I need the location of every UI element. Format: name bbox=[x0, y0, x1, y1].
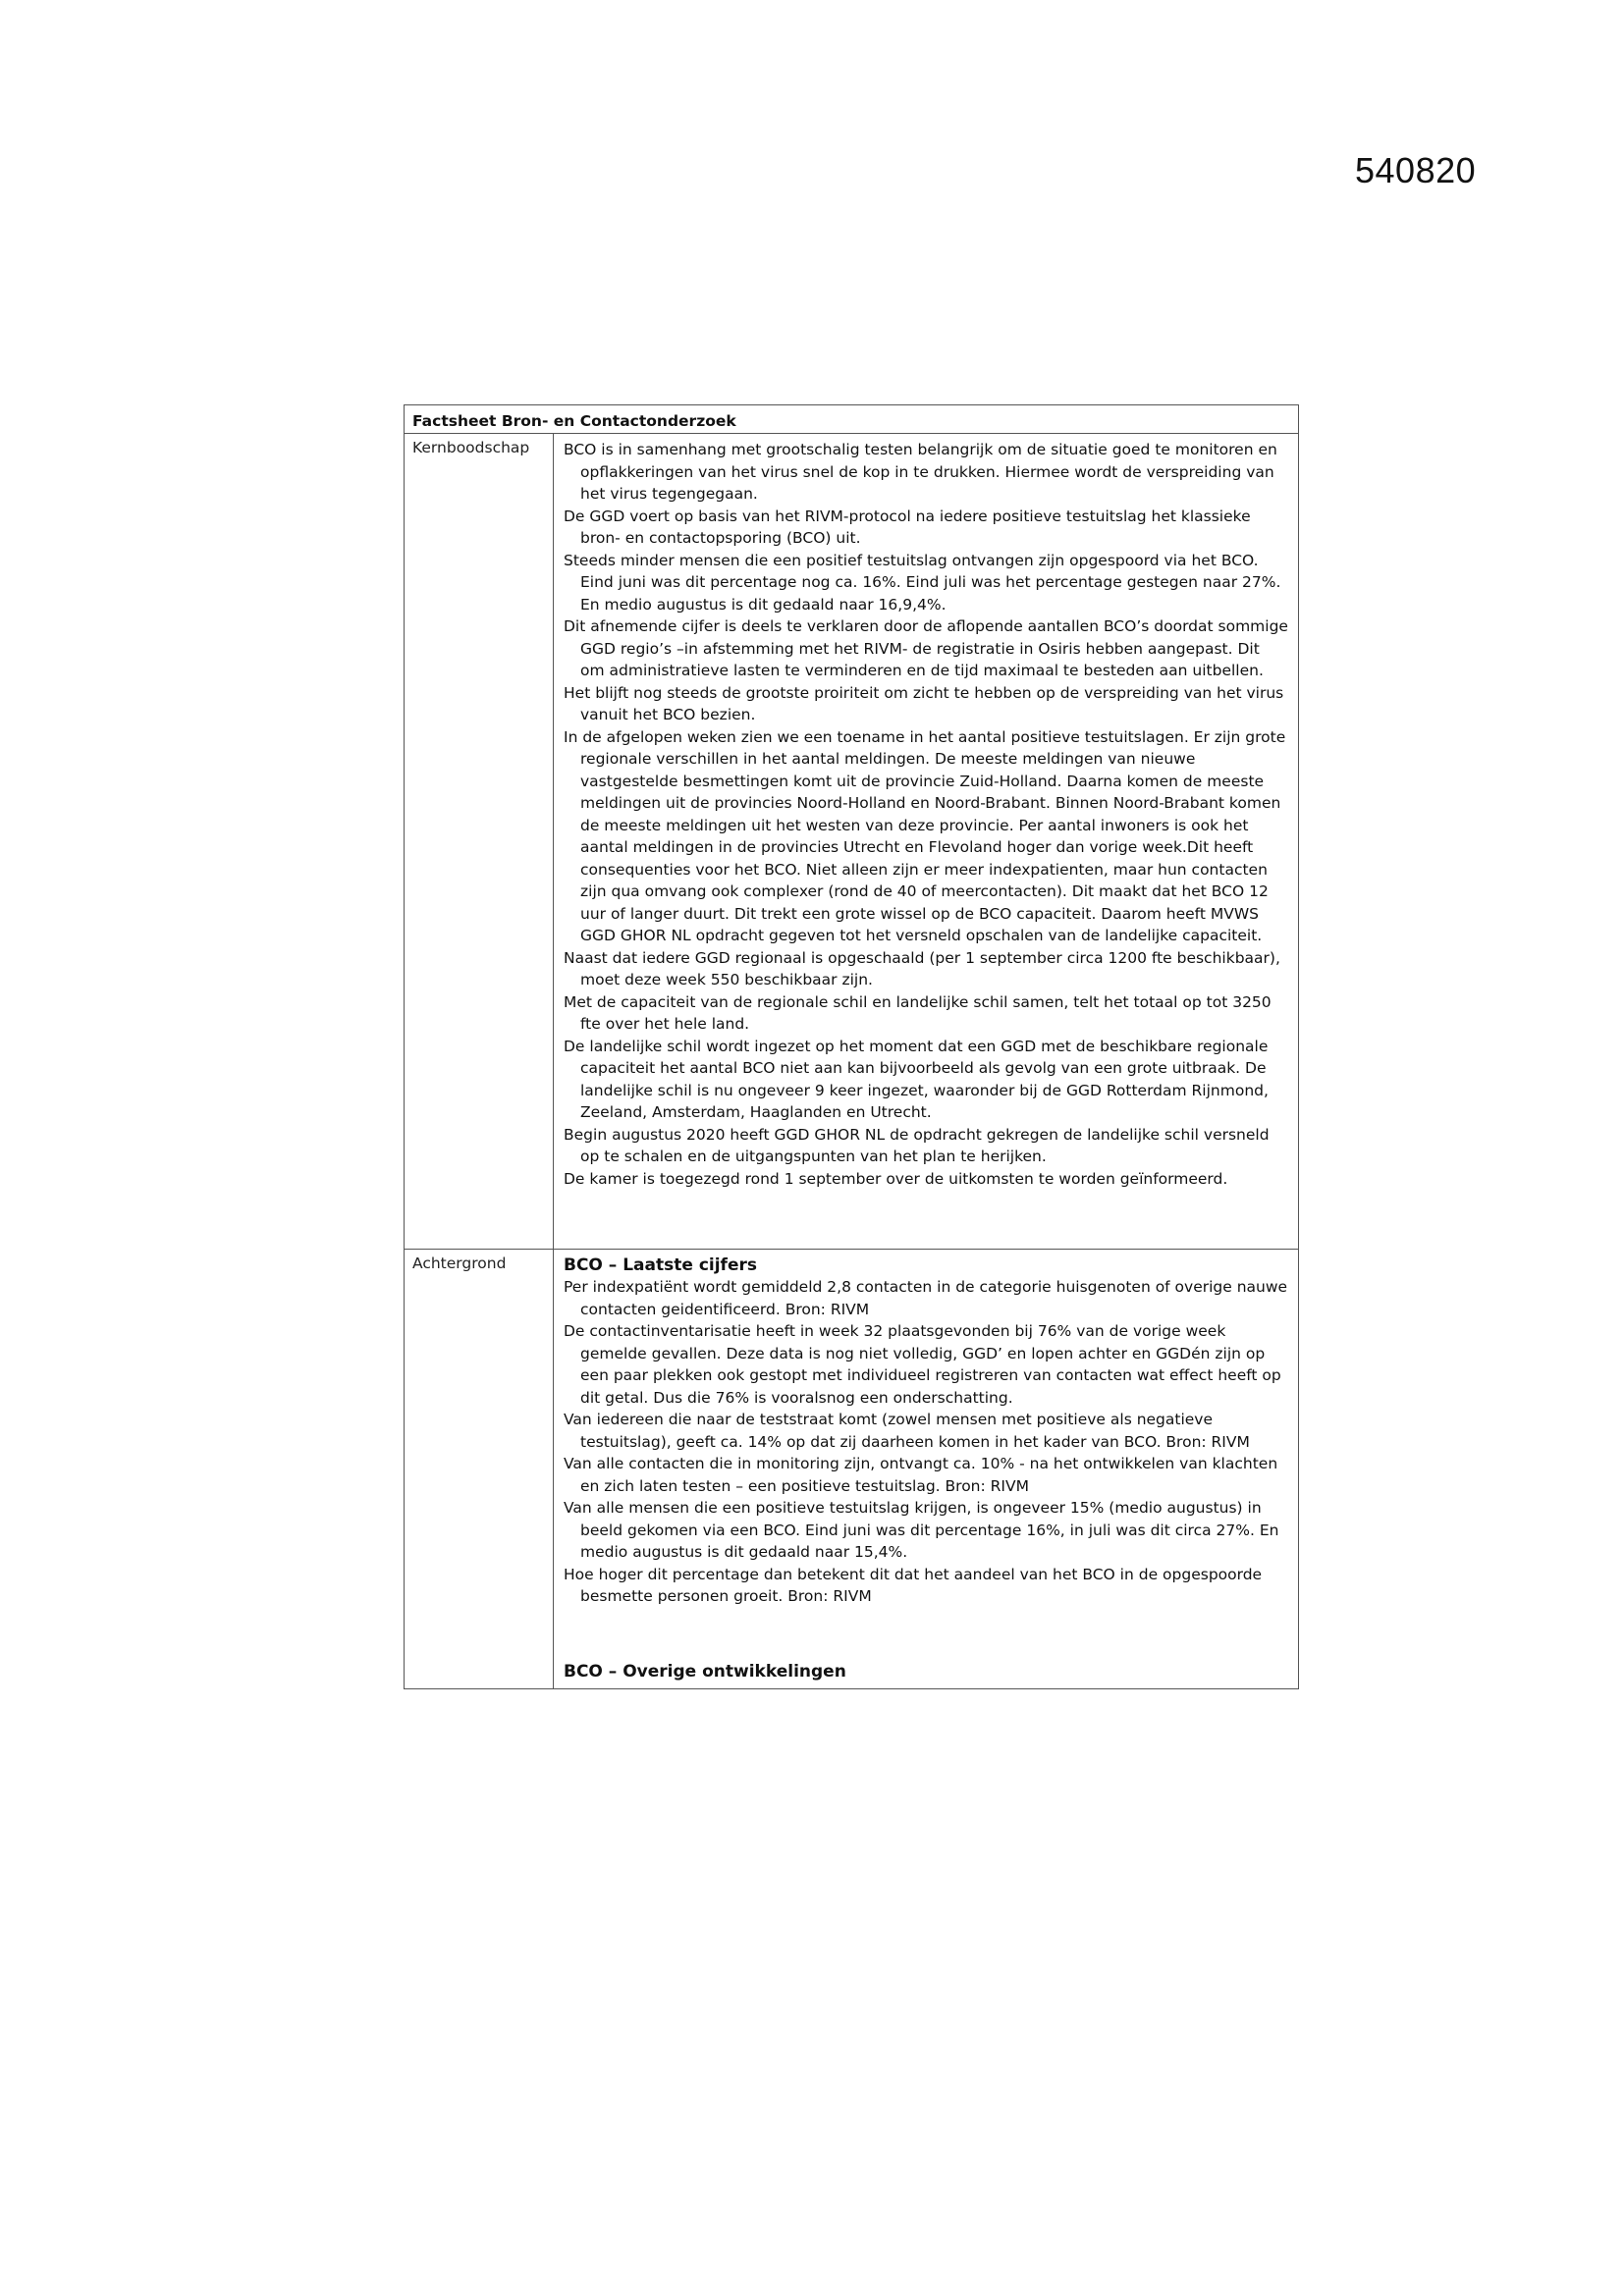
paragraph: De GGD voert op basis van het RIVM-protocol na iedere positieve testuitslag het klassieke bron- en contactopsporing (BCO) uit. bbox=[564, 507, 1251, 547]
row-label-achtergrond: Achtergrond bbox=[405, 1250, 554, 1689]
paragraph: Per indexpatiënt wordt gemiddeld 2,8 contacten in de categorie huisgenoten of overige nauwe contacten geidentificeerd. Bron: RIVM bbox=[564, 1278, 1288, 1318]
table-row-kernboodschap bbox=[405, 434, 1299, 1250]
table-row-achtergrond bbox=[405, 1250, 1299, 1689]
factsheet-title-row bbox=[405, 405, 1299, 434]
paragraph: BCO is in samenhang met grootschalig testen belangrijk om de situatie goed te monitoren en opflakkeringen van het virus snel de kop in te drukken. Hiermee wordt de verspreiding van het virus tegengegaan. bbox=[564, 441, 1277, 503]
paragraph: De contactinventarisatie heeft in week 32 plaatsgevonden bij 76% van de vorige week gemelde gevallen. Deze data is nog niet volledig, GGD’ en lopen achter en GGDén zijn op een paar plekken ook gestopt met individueel registreren van contacten wat effect heeft op dit getal. Dus die 76% is vooralsnog een onderschatting. bbox=[564, 1322, 1281, 1407]
paragraph: In de afgelopen weken zien we een toename in het aantal positieve testuitslagen. Er zijn grote regionale verschillen in het aantal meldingen. De meeste meldingen van nieuwe vastgestelde besmettingen komt uit de provincie Zuid-Holland. Daarna komen de meeste meldingen uit de provincies Noord-Holland en Noord-Brabant. Binnen Noord-Brabant komen de meeste meldingen uit het westen van deze provincie. Per aantal inwoners is ook het aantal meldingen in de provincies Utrecht en Flevoland hoger dan vorige week.Dit heeft consequenties voor het BCO. Niet alleen zijn er meer indexpatienten, maar hun contacten zijn qua omvang ook complexer (rond de 40 of meercontacten). Dit maakt dat het BCO 12 uur of langer duurt. Dit trekt een grote wissel op de BCO capaciteit. Daarom heeft MVWS GGD GHOR NL opdracht gegeven tot het versneld opschalen van de landelijke capaciteit. bbox=[564, 727, 1286, 944]
factsheet-title: Factsheet Bron- en Contactonderzoek bbox=[405, 405, 1299, 434]
paragraph: Van iedereen die naar de teststraat komt (zowel mensen met positieve als negatieve testuitslag), geeft ca. 14% op dat zij daarheen komen in het kader van BCO. Bron: RIVM bbox=[564, 1411, 1250, 1451]
row-content-achtergrond bbox=[554, 1250, 1299, 1689]
paragraph: Begin augustus 2020 heeft GGD GHOR NL de opdracht gekregen de landelijke schil versneld op te schalen en de uitgangspunten van het plan te herijken. bbox=[564, 1125, 1270, 1165]
paragraph: Het blijft nog steeds de grootste proiriteit om zicht te hebben op de verspreiding van het virus vanuit het BCO bezien. bbox=[564, 683, 1284, 723]
paragraph: De landelijke schil wordt ingezet op het moment dat een GGD met de beschikbare regionale capaciteit het aantal BCO niet aan kan bijvoorbeeld als gevolg van een grote uitbraak. De landelijke schil is nu ongeveer 9 keer ingezet, waaronder bij de GGD Rotterdam Rijnmond, Zeeland, Amsterdam, Haaglanden en Utrecht. bbox=[564, 1037, 1269, 1121]
paragraph: Naast dat iedere GGD regionaal is opgeschaald (per 1 september circa 1200 fte beschikbaar), moet deze week 550 beschikbaar zijn. bbox=[564, 948, 1280, 988]
factsheet-table bbox=[404, 404, 1299, 1689]
paragraph: Van alle contacten die in monitoring zijn, ontvangt ca. 10% - na het ontwikkelen van klachten en zich laten testen – een positieve testuitslag. Bron: RIVM bbox=[564, 1455, 1278, 1495]
paragraph: Met de capaciteit van de regionale schil en landelijke schil samen, telt het totaal op tot 3250 fte over het hele land. bbox=[564, 992, 1272, 1033]
paragraph: Dit afnemende cijfer is deels te verklaren door de aflopende aantallen BCO’s doordat sommige GGD regio’s –in afstemming met het RIVM- de registratie in Osiris hebben aangepast. Dit om administratieve lasten te verminderen en de tijd maximaal te besteden aan uitbellen. bbox=[564, 617, 1288, 679]
paragraph: Steeds minder mensen die een positief testuitslag ontvangen zijn opgespoord via het BCO. Eind juni was dit percentage nog ca. 16%. Eind juli was het percentage gestegen naar 27%. En medio augustus is dit gedaald naar 16,9,4%. bbox=[564, 551, 1281, 614]
spacer bbox=[564, 1624, 1288, 1645]
section-heading: BCO – Laatste cijfers bbox=[564, 1255, 757, 1275]
paragraph: Van alle mensen die een positieve testuitslag krijgen, is ongeveer 15% (medio augustus) in beeld gekomen via een BCO. Eind juni was dit percentage 16%, in juli was dit circa 27%. En medio augustus is dit gedaald naar 15,4%. bbox=[564, 1499, 1279, 1561]
row-content-kernboodschap bbox=[554, 434, 1299, 1250]
document-number: 540820 bbox=[1355, 150, 1477, 190]
spacer bbox=[564, 1205, 1288, 1227]
paragraph: Hoe hoger dit percentage dan betekent dit dat het aandeel van het BCO in de opgespoorde besmette personen groeit. Bron: RIVM bbox=[564, 1565, 1263, 1605]
row-label-kernboodschap: Kernboodschap bbox=[405, 434, 554, 1250]
paragraph: De kamer is toegezegd rond 1 september over de uitkomsten te worden geïnformeerd. bbox=[564, 1169, 1228, 1188]
section-heading: BCO – Overige ontwikkelingen bbox=[564, 1661, 846, 1682]
